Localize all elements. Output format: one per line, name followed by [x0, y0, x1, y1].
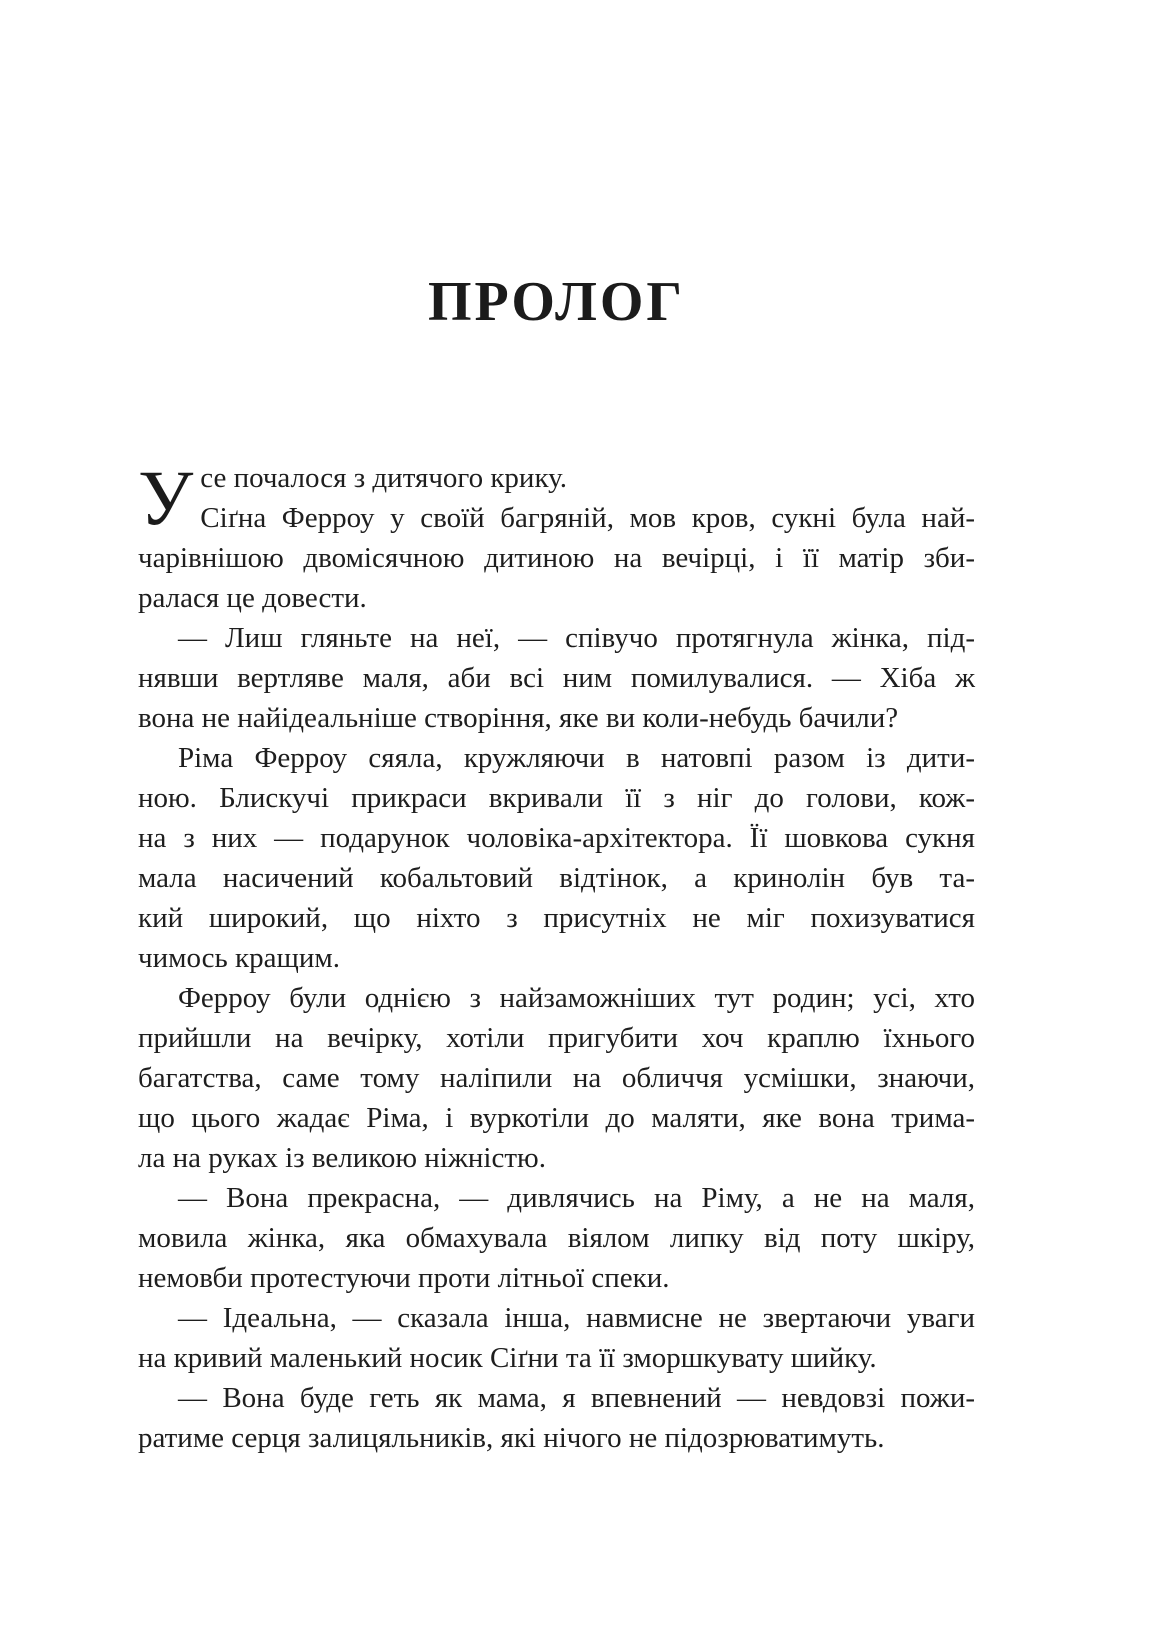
text-line: Ферроу були однією з найзаможніших тут родин; усі, хто [178, 982, 975, 1014]
paragraph [138, 498, 975, 618]
paragraph [138, 1378, 975, 1458]
text-line: мала насичений кобальтовий відтінок, а кринолін був та- [138, 862, 975, 894]
text-line: се почалося з дитячого крику. [200, 462, 567, 494]
text-line: кий широкий, що ніхто з присутніх не міг похизуватися [138, 902, 975, 934]
text-line: — Лиш гляньте на неї, — співучо протягнула жінка, під- [178, 622, 975, 654]
text-line: чарівнішою двомісячною дитиною на вечірці, і її матір зби- [138, 542, 975, 574]
text-line: — Вона буде геть як мама, я впевнений — невдовзі пожи- [178, 1382, 975, 1414]
text-line: на з них — подарунок чоловіка-архітектора. Її шовкова сукня [138, 822, 975, 854]
text-line: багатства, саме тому наліпили на обличчя усмішки, знаючи, [138, 1062, 975, 1094]
text-line: ралася це довести. [138, 582, 367, 614]
text-line: Ріма Ферроу сяяла, кружляючи в натовпі разом із дити- [178, 742, 975, 774]
text-line: — Ідеальна, — сказала інша, навмисне не звертаючи уваги [178, 1302, 975, 1334]
paragraph [138, 978, 975, 1178]
body-text [138, 454, 975, 1458]
text-line: ною. Блискучі прикраси вкривали її з ніг до голови, кож- [138, 782, 975, 814]
paragraph [138, 1178, 975, 1298]
chapter-title: ПРОЛОГ [427, 270, 686, 333]
text-line: що цього жадає Ріма, і вуркотіли до маляти, яке вона трима- [138, 1102, 975, 1134]
text-line: нявши вертляве маля, аби всі ним помилувалися. — Хіба ж [138, 662, 975, 694]
paragraph [138, 1298, 975, 1378]
paragraph [138, 738, 975, 978]
text-line: мовила жінка, яка обмахувала віялом липку від поту шкіру, [138, 1222, 975, 1254]
text-line: Сіґна Ферроу у своїй багряній, мов кров, сукні була най- [200, 502, 975, 534]
text-line: чимось кращим. [138, 942, 340, 974]
text-line: на кривий маленький носик Сіґни та її зморшкувату шийку. [138, 1342, 877, 1374]
text-line: немовби протестуючи проти літньої спеки. [138, 1262, 670, 1294]
text-line: ла на руках із великою ніжністю. [138, 1142, 546, 1174]
drop-cap: У [138, 454, 194, 541]
text-line: вона не найідеальніше створіння, яке ви коли-небудь бачили? [138, 702, 899, 734]
text-line: ратиме серця залицяльників, які нічого не підозрюватимуть. [138, 1422, 885, 1454]
text-line: прийшли на вечірку, хотіли пригубити хоч краплю їхнього [138, 1022, 975, 1054]
paragraph [138, 618, 975, 738]
text-line: — Вона прекрасна, — дивлячись на Ріму, а не на маля, [178, 1182, 975, 1214]
